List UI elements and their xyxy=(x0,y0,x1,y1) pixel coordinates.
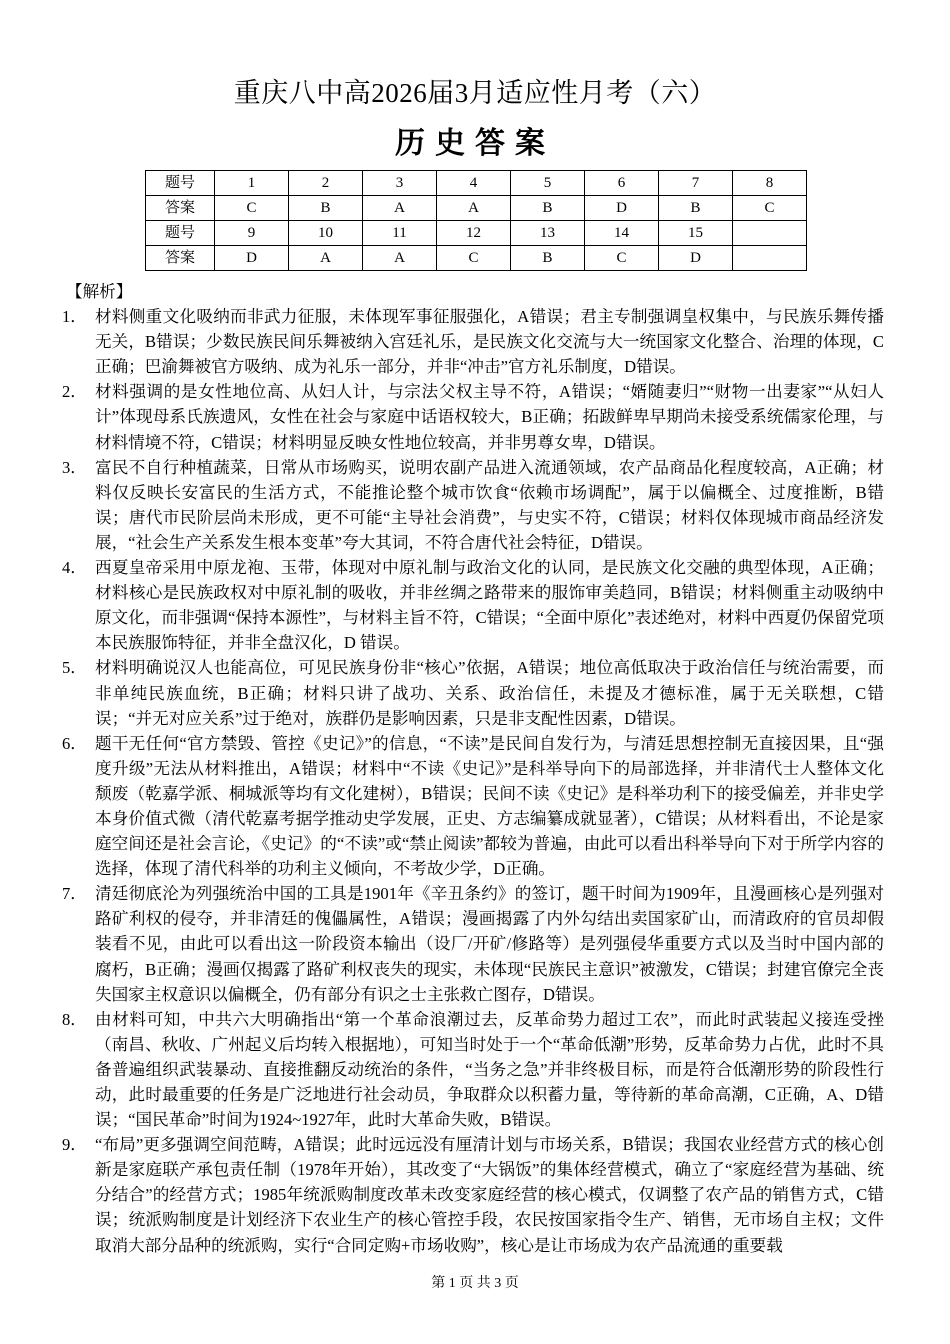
item-text: 材料明确说汉人也能高位，可见民族身份非“核心”依据，A错误；地位高低取决于政治信任与统治需要，而非单纯民族血统，B正确；材料只讲了战功、关系、政治信任，未提及才德标准，属于无关联想，C错误；“并无对应关系”过于绝对，族群仍是影响因素，只是非支配性因素，D错误。 xyxy=(95,658,884,728)
table-cell: D xyxy=(585,196,659,221)
row-header-cell: 题号 xyxy=(146,171,215,196)
table-cell: B xyxy=(659,196,733,221)
item-number: 1． xyxy=(62,307,87,327)
table-cell: B xyxy=(289,196,363,221)
row-header-cell: 题号 xyxy=(146,221,215,246)
table-cell: 8 xyxy=(733,171,807,196)
analysis-item xyxy=(62,1132,884,1257)
page-footer: 第 1 页 共 3 页 xyxy=(431,1275,519,1291)
table-row xyxy=(146,196,807,221)
table-cell: A xyxy=(363,196,437,221)
item-text: “布局”更多强调空间范畴，A错误；此时远远没有厘清计划与市场关系，B错误；我国农业经营方式的核心创新是家庭联产承包责任制（1978年开始），其改变了“大锅饭”的集体经营模式，确立了“家庭经营为基础、统分结合”的经营方式；1985年统派购制度改革未改变家庭经营的核心模式，仅调整了农产品的销售方式，C错误；统派购制度是计划经济下农业生产的核心管控手段，农民按国家指令生产、销售，无市场自主权；文件取消大部分品种的统派购，实行“合同定购+市场收购”，核心是让市场成为农产品流通的重要载 xyxy=(95,1135,884,1255)
item-text: 西夏皇帝采用中原龙袍、玉带，体现对中原礼制与政治文化的认同，是民族文化交融的典型体现，A正确；材料核心是民族政权对中原礼制的吸收，并非丝绸之路带来的服饰审美趋同，B错误；材料侧重主动吸纳中原文化，而非强调“保持本源性”，与材料主旨不符，C错误；“全面中原化”表述绝对，材料中西夏仍保留党项本民族服饰特征，并非全盘汉化，D 错误。 xyxy=(95,558,884,653)
table-cell: 10 xyxy=(289,221,363,246)
table-cell: C xyxy=(215,196,289,221)
table-cell: 9 xyxy=(215,221,289,246)
item-number: 3． xyxy=(62,457,87,477)
analysis-list xyxy=(62,304,884,1258)
table-cell xyxy=(733,221,807,246)
table-cell: A xyxy=(289,246,363,271)
table-cell: D xyxy=(659,246,733,271)
page-subtitle: 历史答案 xyxy=(395,127,555,160)
table-cell: 2 xyxy=(289,171,363,196)
table-cell: 7 xyxy=(659,171,733,196)
row-header-cell: 答案 xyxy=(146,196,215,221)
table-cell: C xyxy=(733,196,807,221)
table-row xyxy=(146,171,807,196)
item-text: 由材料可知，中共六大明确指出“第一个革命浪潮过去，反革命势力超过工农”，而此时武装起义接连受挫（南昌、秋收、广州起义后均转入根据地），可知当时处于一个“革命低潮”形势，反革命势力占优，此时不具备普遍组织武装暴动、直接推翻反动统治的条件，“当务之急”并非终极目标，而是符合低潮形势的阶段性行动，此时最重要的任务是广泛地进行社会动员，争取群众以积蓄力量，等待新的革命高潮，C正确，A、D错误；“国民革命”时间为1924~1927年，此时大革命失败，B错误。 xyxy=(95,1009,884,1130)
table-cell: 15 xyxy=(659,221,733,246)
table-row xyxy=(146,221,807,246)
table-cell: 1 xyxy=(215,171,289,196)
table-cell: 5 xyxy=(511,171,585,196)
answer-table xyxy=(145,170,807,271)
table-cell: 3 xyxy=(363,171,437,196)
analysis-item xyxy=(62,881,884,1006)
table-cell: 13 xyxy=(511,221,585,246)
item-text: 富民不自行种植蔬菜，日常从市场购买，说明农副产品进入流通领域，农产品商品化程度较高，A正确；材料仅反映长安富民的生活方式，不能推论整个城市饮食“依赖市场调配”，属于以偏概全、过度推断，B错误；唐代市民阶层尚未形成，更不可能“主导社会消费”，与史实不符，C错误；材料仅体现城市商品经济发展，“社会生产关系发生根本变革”夸大其词，不符合唐代社会特征，D错误。 xyxy=(95,457,884,552)
table-cell: C xyxy=(585,246,659,271)
item-number: 9． xyxy=(62,1135,87,1155)
analysis-item xyxy=(62,731,884,882)
table-cell: 6 xyxy=(585,171,659,196)
section-label: 【解析】 xyxy=(66,282,133,301)
table-cell: 12 xyxy=(437,221,511,246)
table-row xyxy=(146,246,807,271)
table-cell: B xyxy=(511,196,585,221)
item-text: 题干无任何“官方禁毁、管控《史记》”的信息，“不读”是民间自发行为，与清廷思想控制无直接因果，且“强度升级”无法从材料推出，A错误；材料中“不读《史记》”是科举导向下的局部选择，并非清代士人整体文化颓废（乾嘉学派、桐城派等均有文化建树），B错误；民间不读《史记》是科举功利下的接受偏差，并非史学本身价值式微（清代乾嘉考据学推动史学发展，正史、方志编纂成就显著），C错误；从材料看出，不论是家庭空间还是社会言论，《史记》的“不读”或“禁止阅读”都较为普遍，由此可以看出科举导向下对于所学内容的选择，体现了清代科举的功利主义倾向，不考故少学，D正确。 xyxy=(95,733,884,879)
item-number: 5． xyxy=(62,658,87,678)
analysis-item xyxy=(62,1007,884,1132)
analysis-item xyxy=(62,555,884,655)
table-cell: D xyxy=(215,246,289,271)
analysis-item xyxy=(62,655,884,730)
item-text: 材料侧重文化吸纳而非武力征服，未体现军事征服强化，A错误；君主专制强调皇权集中，与民族乐舞传播无关，B错误；少数民族民间乐舞被纳入宫廷礼乐，是民族文化交流与大一统国家文化整合、治理的体现，C正确；巴渝舞被官方吸纳、成为礼乐一部分，并非“冲击”官方礼乐制度，D错误。 xyxy=(95,307,884,377)
analysis-item xyxy=(62,455,884,555)
table-cell: B xyxy=(511,246,585,271)
analysis-item xyxy=(62,304,884,379)
table-cell xyxy=(733,246,807,271)
table-cell: 11 xyxy=(363,221,437,246)
table-cell: 14 xyxy=(585,221,659,246)
item-text: 清廷彻底沦为列强统治中国的工具是1901年《辛丑条约》的签订，题干时间为1909年，且漫画核心是列强对路矿利权的侵夺，并非清廷的傀儡属性，A错误；漫画揭露了内外勾结出卖国家矿山，而清政府的官员却假装看不见，由此可以看出这一阶段资本输出（设厂/开矿/修路等）是列强侵华重要方式以及当时中国内部的腐朽，B正确；漫画仅揭露了路矿利权丧失的现实，未体现“民族民主意识”被激发，C错误；封建官僚完全丧失国家主权意识以偏概全，仍有部分有识之士主张救亡图存，D错误。 xyxy=(95,884,884,1004)
table-cell: A xyxy=(363,246,437,271)
analysis-body xyxy=(62,279,884,1258)
item-text: 材料强调的是女性地位高、从妇人计，与宗法父权主导不符，A错误；“婿随妻归”“财物一出妻家”“从妇人计”体现母系氏族遗风，女性在社会与家庭中话语权较大，B正确；拓跋鲜卑早期尚未接受系统儒家伦理，与材料情境不符，C错误；材料明显反映女性地位较高，并非男尊女卑，D错误。 xyxy=(95,382,884,452)
item-number: 4． xyxy=(62,558,87,578)
item-number: 8． xyxy=(62,1009,87,1029)
table-cell: C xyxy=(437,246,511,271)
item-number: 2． xyxy=(62,382,87,402)
table-cell: A xyxy=(437,196,511,221)
row-header-cell: 答案 xyxy=(146,246,215,271)
table-cell: 4 xyxy=(437,171,511,196)
page-title: 重庆八中高2026届3月适应性月考（六） xyxy=(233,78,717,108)
analysis-item xyxy=(62,379,884,454)
item-number: 6． xyxy=(62,733,87,753)
item-number: 7． xyxy=(62,884,87,904)
